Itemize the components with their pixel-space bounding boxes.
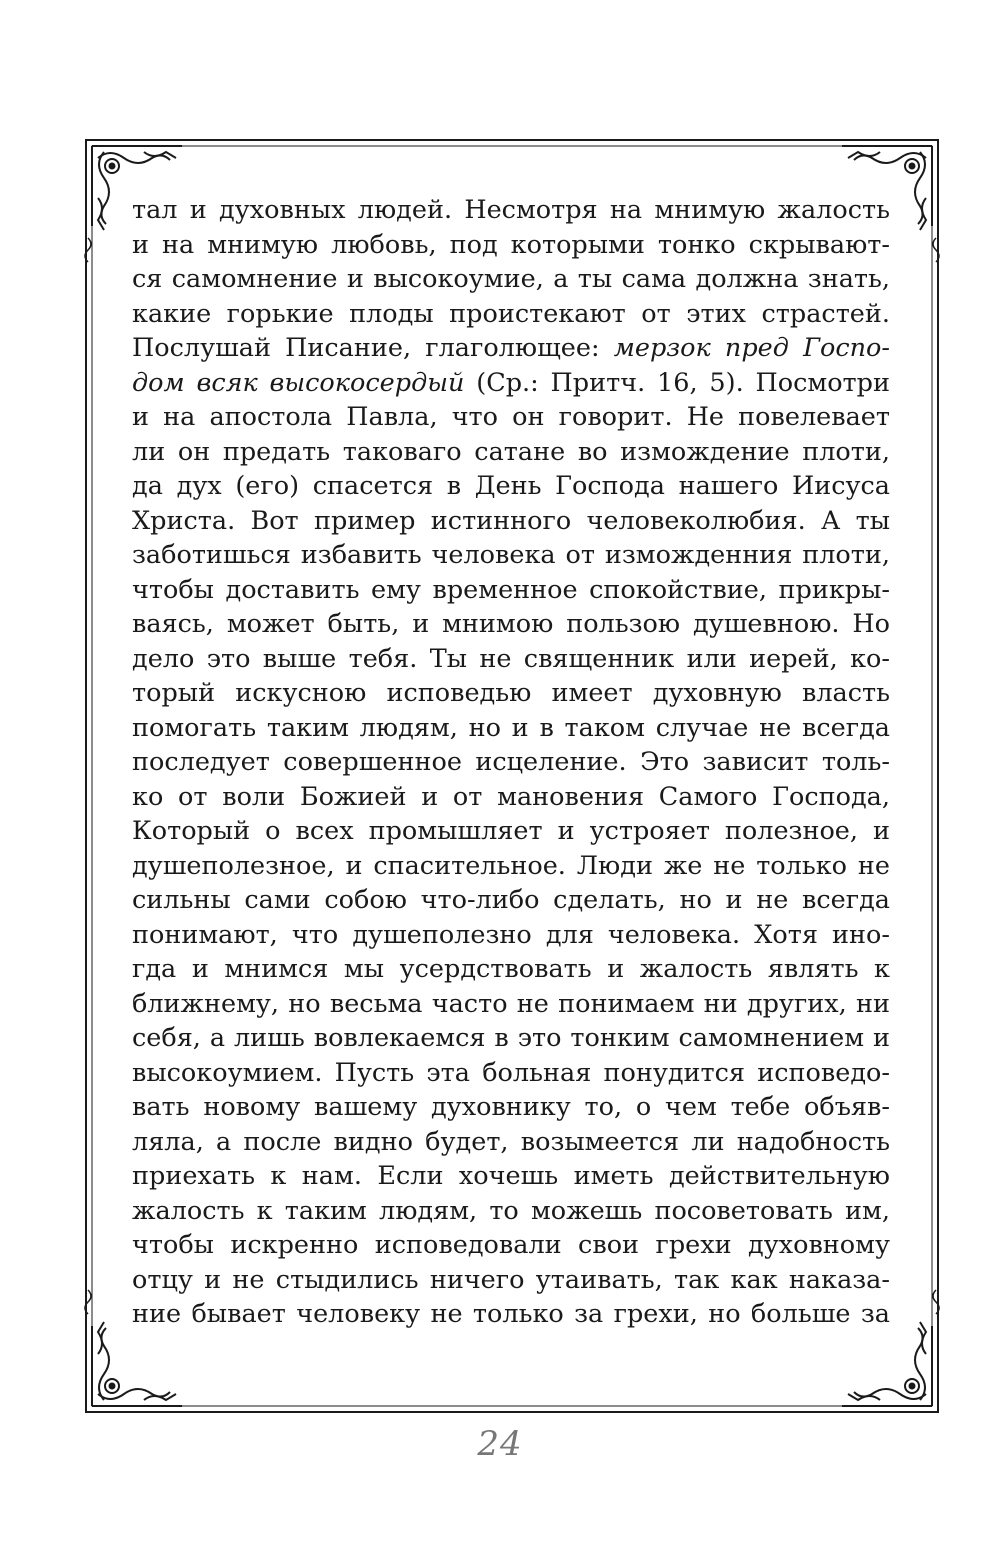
scripture-quote: мерзок пред Госпо- (613, 333, 890, 363)
text-line: ляла, а после видно будет, возымеется ли надобность (132, 1126, 890, 1157)
letter-body-text (132, 193, 890, 1332)
corner-ornament-bottom-left (92, 1322, 182, 1406)
text-line: Христа. Вот пример истинного человеколюбия. А ты (132, 505, 890, 536)
text-line: дело это выше тебя. Ты не священник или иерей, ко- (132, 643, 890, 674)
text-line: ко от воли Божией и от мановения Самого Господа, (132, 781, 890, 812)
text-line: ваясь, может быть, и мнимою пользою душевною. Но (132, 609, 890, 639)
text-line: чтобы доставить ему временное спокойствие, прикры- (132, 574, 890, 605)
text-line: ся самомнение и высокоумие, а ты сама должна знать, (132, 264, 890, 294)
text-line: и на мнимую любовь, под которыми тонко скрывают- (132, 229, 890, 260)
text-line: понимают, что душеполезно для человека. Хотя ино- (132, 919, 890, 950)
text-line: себя, а лишь вовлекаемся в это тонким самомнением и (132, 1023, 890, 1053)
text-line: вать новому вашему духовнику то, о чем тебе объяв- (132, 1092, 890, 1122)
text-line: торый искусною исповедью имеет духовную власть (132, 678, 890, 708)
text-line: да дух (его) спасется в День Господа нашего Иисуса (132, 471, 890, 501)
text-line: высокоумием. Пусть эта больная понудится исповедо- (132, 1057, 890, 1088)
text-line: помогать таким людям, но и в таком случае не всегда (132, 712, 890, 743)
text-line: последует совершенное исцеление. Это зависит толь- (132, 747, 890, 777)
text-line: жалость к таким людям, то можешь посоветовать им, (132, 1195, 890, 1226)
text-line-part: Послушай Писание, глаголющее: (132, 333, 614, 363)
text-line: Который о всех промышляет и устрояет полезное, и (132, 816, 890, 846)
text-line (132, 331, 890, 366)
text-line: ближнему, но весьма часто не понимаем ни других, ни (132, 988, 890, 1019)
text-line: гда и мнимся мы усердствовать и жалость являть к (132, 954, 890, 984)
text-line: какие горькие плоды проистекают от этих страстей. (132, 298, 890, 329)
scripture-quote: дом всяк высокосердый (132, 367, 465, 398)
text-line: отцу и не стыдились ничего утаивать, так как наказа- (132, 1264, 890, 1295)
text-line: тал и духовных людей. Несмотря на мнимую жалость (132, 195, 890, 225)
corner-ornament-bottom-right (842, 1322, 932, 1406)
text-line: сильны сами собою что-либо сделать, но и не всегда (132, 885, 890, 915)
text-line: чтобы искренно исповедовали свои грехи духовному (132, 1230, 890, 1260)
text-line: душеполезное, и спасительное. Люди же не только не (132, 850, 890, 881)
text-line: ли он предать таковаго сатане во измождение плоти, (132, 436, 890, 467)
text-line (132, 366, 890, 401)
text-line: ние бывает человеку не только за грехи, но больше за (132, 1299, 890, 1329)
text-line-part: (Ср.: Притч. 16, 5). Посмотри (464, 367, 890, 398)
page-number: 24 (477, 1424, 523, 1464)
text-line: приехать к нам. Если хочешь иметь действительную (132, 1161, 890, 1191)
text-line: заботишься избавить человека от изможденния плоти, (132, 540, 890, 570)
text-line: и на апостола Павла, что он говорит. Не повелевает (132, 402, 890, 432)
